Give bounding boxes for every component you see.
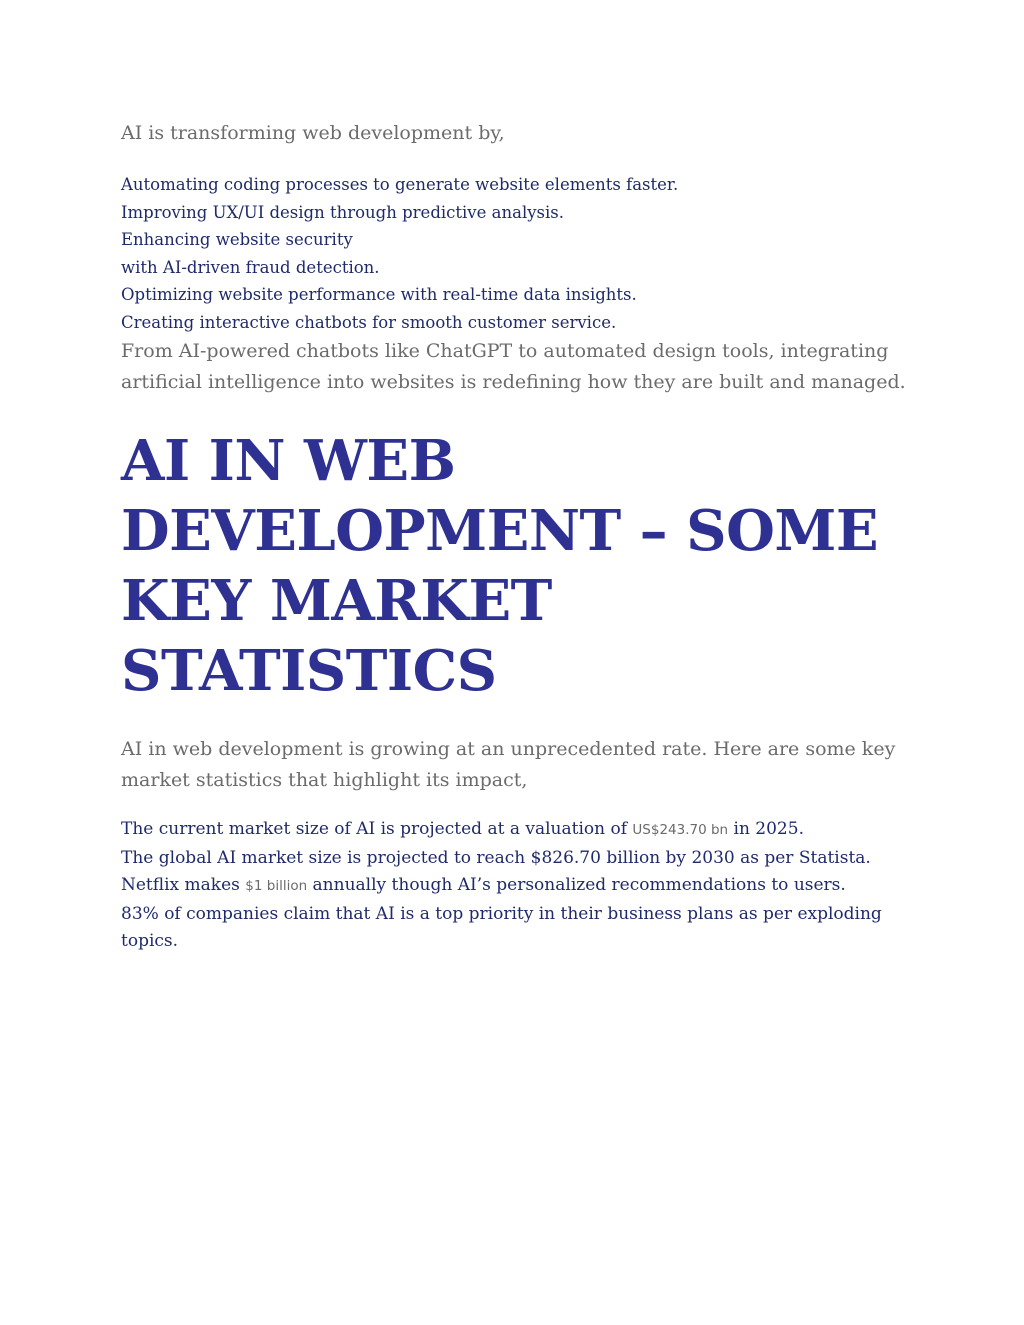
list-item: Creating interactive chatbots for smooth customer service. [121, 312, 617, 332]
list-item: Enhancing website security [121, 230, 353, 249]
intro-text: AI is transforming web development by, [121, 122, 505, 144]
list-item: Automating coding processes to generate website elements faster. [121, 175, 679, 194]
stat-highlight: US$243.70 bn [632, 822, 729, 838]
stat-text: The current market size of AI is projected at a valuation of [121, 819, 633, 839]
stat-item: 83% of companies claim that AI is a top priority in their business plans as per exploding topics. [121, 903, 882, 951]
document-page [121, 118, 911, 956]
list-item: Improving UX/UI design through predictive analysis. [121, 202, 564, 222]
benefits-list [121, 171, 911, 336]
stat-text: in 2025. [728, 819, 804, 839]
stat-text: Netflix makes [121, 875, 246, 895]
list-item: with AI-driven fraud detection. [121, 257, 380, 277]
stat-text: annually though AI’s personalized recommendations to users. [307, 875, 846, 895]
section-heading: AI IN WEB DEVELOPMENT – SOME KEY MARKET STATISTICS [121, 428, 879, 704]
list-item: Optimizing website performance with real-time data insights. [121, 285, 637, 304]
statistics-list [121, 816, 911, 956]
stat-item [121, 816, 911, 845]
stat-item: The global AI market size is projected to reach $826.70 billion by 2030 as per Statista. [121, 847, 871, 868]
statistics-intro-paragraph: AI in web development is growing at an unprecedented rate. Here are some key market statistics that highlight its impact, [121, 738, 896, 791]
intro-paragraph: From AI-powered chatbots like ChatGPT to automated design tools, integrating artificial intelligence into websites is redefining how they are built and managed. [121, 340, 906, 393]
stat-item [121, 872, 911, 901]
stat-highlight: $1 billion [245, 878, 308, 894]
